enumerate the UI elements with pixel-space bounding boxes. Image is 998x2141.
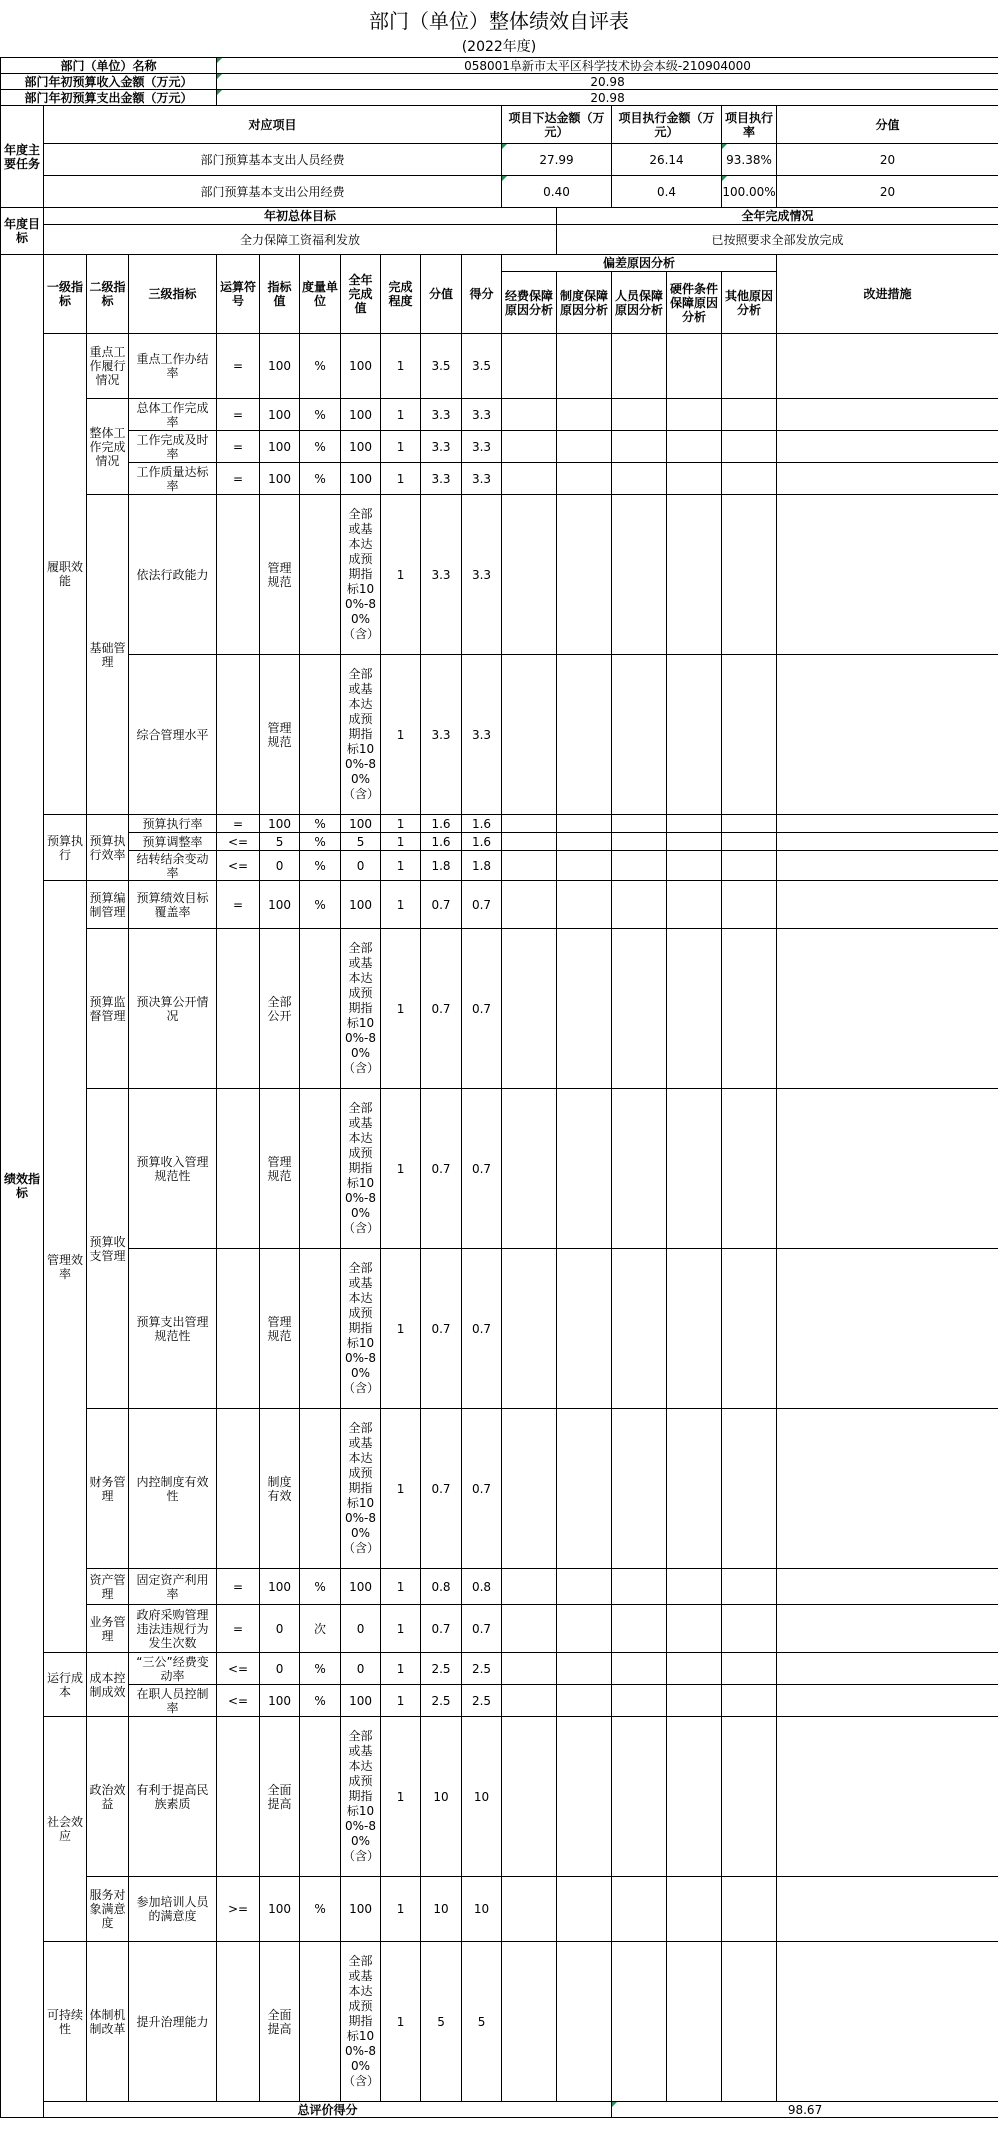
level3-cell: 在职人员控制率 [129,1685,217,1717]
level2-cell: 业务管理 [87,1605,129,1653]
target-cell: 0 [260,851,300,881]
header-level3: 三级指标 [129,255,217,334]
got-cell: 0.8 [462,1569,502,1605]
unit-cell: % [300,881,341,929]
degree-cell: 1 [381,399,421,431]
operator-cell [217,1249,260,1409]
tasks-header-executed: 项目执行金额（万元） [612,106,722,144]
year-value-cell: 5 [341,833,381,851]
level3-cell: 预算支出管理规范性 [129,1249,217,1409]
header-level1: 一级指标 [44,255,87,334]
tasks-header-issued: 项目下达金额（万元） [502,106,612,144]
score-cell: 0.7 [421,1249,462,1409]
page-subtitle: (2022年度) [461,39,537,55]
header-operator: 运算符号 [217,255,260,334]
score-cell: 3.3 [421,655,462,815]
got-cell: 3.5 [462,334,502,399]
got-cell: 3.3 [462,495,502,655]
score-cell: 0.7 [421,1089,462,1249]
task-project: 部门预算基本支出公用经费 [44,176,502,208]
target-cell: 5 [260,833,300,851]
level3-cell: 政府采购管理违法违规行为发生次数 [129,1605,217,1653]
operator-cell: = [217,1569,260,1605]
degree-cell: 1 [381,1942,421,2102]
goals-complete-value: 已按照要求全部发放完成 [557,225,998,255]
score-cell: 0.7 [421,929,462,1089]
operator-cell [217,929,260,1089]
unit-cell: % [300,1877,341,1942]
header-degree: 完成程度 [381,255,421,334]
degree-cell: 1 [381,431,421,463]
target-cell: 制度有效 [260,1409,300,1569]
goals-complete-header: 全年完成情况 [557,208,998,225]
table-row [1,929,998,1089]
tasks-side-label: 年度主要任务 [1,106,44,208]
table-row [1,1249,998,1409]
goals-initial-value: 全力保障工资福利发放 [44,225,557,255]
income-value: 20.98 [217,74,998,90]
year-value-cell: 0 [341,851,381,881]
year-value-cell: 0 [341,1653,381,1685]
header-dev-hardware: 硬件条件保障原因分析 [667,272,722,334]
level3-cell: 工作完成及时率 [129,431,217,463]
year-value-cell: 100 [341,1569,381,1605]
level3-cell: 总体工作完成率 [129,399,217,431]
unit-cell [300,1249,341,1409]
target-cell: 100 [260,815,300,833]
table-row [1,851,998,881]
score-cell: 3.3 [421,399,462,431]
level2-cell: 财务管理 [87,1409,129,1569]
got-cell: 3.3 [462,399,502,431]
level2-cell: 政治效益 [87,1717,129,1877]
level3-cell: 预算调整率 [129,833,217,851]
goals-initial-header: 年初总体目标 [44,208,557,225]
operator-cell: = [217,334,260,399]
degree-cell: 1 [381,881,421,929]
level3-cell: 预决算公开情况 [129,929,217,1089]
degree-cell: 1 [381,1089,421,1249]
level2-cell: 资产管理 [87,1569,129,1605]
target-cell: 全面提高 [260,1942,300,2102]
got-cell: 0.7 [462,1605,502,1653]
unit-cell: % [300,431,341,463]
operator-cell: <= [217,1685,260,1717]
operator-cell [217,1089,260,1249]
score-cell: 3.3 [421,463,462,495]
degree-cell: 1 [381,1685,421,1717]
level3-cell: 预算绩效目标覆盖率 [129,881,217,929]
task-score: 20 [777,176,998,208]
target-cell: 全部公开 [260,929,300,1089]
table-row [1,1605,998,1653]
unit-name-label: 部门（单位）名称 [1,58,217,74]
operator-cell [217,1409,260,1569]
degree-cell: 1 [381,655,421,815]
operator-cell [217,1942,260,2102]
unit-cell [300,1409,341,1569]
year-value-cell: 全部或基本达成预期指标100%-80%（含） [341,1717,381,1877]
income-label: 部门年初预算收入金额（万元） [1,74,217,90]
header-dev-staff: 人员保障原因分析 [612,272,667,334]
operator-cell [217,655,260,815]
got-cell: 0.7 [462,1089,502,1249]
got-cell: 10 [462,1877,502,1942]
operator-cell: >= [217,1877,260,1942]
goals-side-label: 年度目标 [1,208,44,255]
target-cell: 100 [260,463,300,495]
year-value-cell: 0 [341,1605,381,1653]
got-cell: 10 [462,1717,502,1877]
target-cell: 100 [260,1569,300,1605]
operator-cell: = [217,881,260,929]
header-got: 得分 [462,255,502,334]
level2-cell: 整体工作完成情况 [87,399,129,495]
table-row [1,1569,998,1605]
header-deviation: 偏差原因分析 [502,255,777,272]
unit-cell [300,1942,341,2102]
got-cell: 0.7 [462,1409,502,1569]
table-row [1,881,998,929]
unit-cell: % [300,1569,341,1605]
table-row [1,495,998,655]
degree-cell: 1 [381,1653,421,1685]
operator-cell [217,1717,260,1877]
got-cell: 1.6 [462,833,502,851]
score-cell: 1.8 [421,851,462,881]
target-cell: 100 [260,431,300,463]
level2-cell: 预算编制管理 [87,881,129,929]
header-dev-other: 其他原因分析 [722,272,777,334]
unit-cell: 次 [300,1605,341,1653]
total-value: 98.67 [612,2102,998,2118]
got-cell: 0.7 [462,1249,502,1409]
year-value-cell: 全部或基本达成预期指标100%-80%（含） [341,1089,381,1249]
degree-cell: 1 [381,1569,421,1605]
score-cell: 2.5 [421,1653,462,1685]
evaluation-table [0,57,998,2118]
header-level2: 二级指标 [87,255,129,334]
year-value-cell: 全部或基本达成预期指标100%-80%（含） [341,1942,381,2102]
level3-cell: 有利于提高民族素质 [129,1717,217,1877]
unit-cell [300,1089,341,1249]
level2-cell: 服务对象满意度 [87,1877,129,1942]
level3-cell: 参加培训人员的满意度 [129,1877,217,1942]
got-cell: 1.6 [462,815,502,833]
target-cell: 100 [260,334,300,399]
score-cell: 5 [421,1942,462,2102]
task-rate: 100.00% [722,176,777,208]
degree-cell: 1 [381,929,421,1089]
total-label: 总评价得分 [44,2102,612,2118]
got-cell: 2.5 [462,1685,502,1717]
score-cell: 3.3 [421,495,462,655]
year-value-cell: 100 [341,815,381,833]
target-cell: 100 [260,881,300,929]
header-dev-funds: 经费保障原因分析 [502,272,557,334]
level3-cell: “三公”经费变动率 [129,1653,217,1685]
level1-cell: 可持续性 [44,1942,87,2102]
target-cell: 100 [260,1685,300,1717]
score-cell: 1.6 [421,815,462,833]
perf-side-label: 绩效指标 [1,255,44,2118]
header-target: 指标值 [260,255,300,334]
operator-cell: = [217,463,260,495]
score-cell: 10 [421,1877,462,1942]
unit-cell [300,1717,341,1877]
got-cell: 3.3 [462,655,502,815]
degree-cell: 1 [381,851,421,881]
year-value-cell: 全部或基本达成预期指标100%-80%（含） [341,1409,381,1569]
unit-cell [300,655,341,815]
operator-cell: <= [217,1653,260,1685]
level3-cell: 重点工作办结率 [129,334,217,399]
table-row [1,1089,998,1249]
table-row [1,1653,998,1685]
unit-name-value: 058001阜新市太平区科学技术协会本级-210904000 [217,58,998,74]
level2-cell: 重点工作履行情况 [87,334,129,399]
level1-cell: 管理效率 [44,881,87,1653]
level3-cell: 工作质量达标率 [129,463,217,495]
operator-cell: = [217,399,260,431]
got-cell: 1.8 [462,851,502,881]
year-value-cell: 全部或基本达成预期指标100%-80%（含） [341,1249,381,1409]
operator-cell: = [217,1605,260,1653]
header-dev-system: 制度保障原因分析 [557,272,612,334]
unit-cell: % [300,1685,341,1717]
level3-cell: 综合管理水平 [129,655,217,815]
table-row [1,1409,998,1569]
year-value-cell: 100 [341,1877,381,1942]
operator-cell: = [217,431,260,463]
level3-cell: 提升治理能力 [129,1942,217,2102]
degree-cell: 1 [381,1877,421,1942]
task-issued: 27.99 [502,144,612,176]
got-cell: 3.3 [462,431,502,463]
level1-cell: 预算执行 [44,815,87,881]
operator-cell: <= [217,833,260,851]
score-cell: 10 [421,1717,462,1877]
table-row [1,1942,998,2102]
table-row [1,399,998,431]
degree-cell: 1 [381,833,421,851]
level3-cell: 结转结余变动率 [129,851,217,881]
target-cell: 100 [260,399,300,431]
tasks-header-rate: 项目执行率 [722,106,777,144]
year-value-cell: 100 [341,463,381,495]
task-executed: 26.14 [612,144,722,176]
table-row [1,1685,998,1717]
operator-cell [217,495,260,655]
unit-cell: % [300,1653,341,1685]
unit-cell: % [300,463,341,495]
header-improve: 改进措施 [777,255,998,334]
year-value-cell: 全部或基本达成预期指标100%-80%（含） [341,495,381,655]
got-cell: 2.5 [462,1653,502,1685]
degree-cell: 1 [381,334,421,399]
unit-cell: % [300,334,341,399]
score-cell: 0.7 [421,881,462,929]
degree-cell: 1 [381,1249,421,1409]
table-row [1,176,998,208]
table-row [1,334,998,399]
score-cell: 0.7 [421,1605,462,1653]
level3-cell: 固定资产利用率 [129,1569,217,1605]
table-row [1,431,998,463]
tasks-header-score: 分值 [777,106,998,144]
level2-cell: 基础管理 [87,495,129,815]
header-score: 分值 [421,255,462,334]
level3-cell: 内控制度有效性 [129,1409,217,1569]
header-unit: 度量单位 [300,255,341,334]
target-cell: 0 [260,1653,300,1685]
table-row [1,463,998,495]
target-cell: 管理规范 [260,1249,300,1409]
level2-cell: 体制机制改革 [87,1942,129,2102]
degree-cell: 1 [381,1409,421,1569]
header-year-value: 全年完成值 [341,255,381,334]
unit-cell: % [300,399,341,431]
level3-cell: 依法行政能力 [129,495,217,655]
target-cell: 100 [260,1877,300,1942]
year-value-cell: 100 [341,334,381,399]
degree-cell: 1 [381,815,421,833]
page-title: 部门（单位）整体绩效自评表 [369,9,629,33]
unit-cell [300,929,341,1089]
score-cell: 2.5 [421,1685,462,1717]
year-value-cell: 100 [341,881,381,929]
level2-cell: 预算执行效率 [87,815,129,881]
got-cell: 3.3 [462,463,502,495]
got-cell: 5 [462,1942,502,2102]
score-cell: 3.3 [421,431,462,463]
year-value-cell: 全部或基本达成预期指标100%-80%（含） [341,929,381,1089]
unit-cell [300,495,341,655]
table-row [1,815,998,833]
year-value-cell: 100 [341,431,381,463]
total-row [1,2102,998,2118]
level1-cell: 运行成本 [44,1653,87,1717]
table-row [1,1717,998,1877]
score-cell: 0.7 [421,1409,462,1569]
score-cell: 1.6 [421,833,462,851]
got-cell: 0.7 [462,881,502,929]
degree-cell: 1 [381,1717,421,1877]
year-value-cell: 100 [341,1685,381,1717]
task-rate: 93.38% [722,144,777,176]
operator-cell: = [217,815,260,833]
table-row [1,833,998,851]
expense-value: 20.98 [217,90,998,106]
degree-cell: 1 [381,1605,421,1653]
target-cell: 0 [260,1605,300,1653]
target-cell: 管理规范 [260,655,300,815]
table-row [1,144,998,176]
table-row [1,655,998,815]
score-cell: 3.5 [421,334,462,399]
task-executed: 0.4 [612,176,722,208]
level3-cell: 预算执行率 [129,815,217,833]
level1-cell: 履职效能 [44,334,87,815]
level2-cell: 成本控制成效 [87,1653,129,1717]
degree-cell: 1 [381,463,421,495]
target-cell: 管理规范 [260,495,300,655]
expense-label: 部门年初预算支出金额（万元） [1,90,217,106]
task-issued: 0.40 [502,176,612,208]
year-value-cell: 100 [341,399,381,431]
level2-cell: 预算监督管理 [87,929,129,1089]
unit-cell: % [300,833,341,851]
level2-cell: 预算收支管理 [87,1089,129,1409]
task-score: 20 [777,144,998,176]
unit-cell: % [300,851,341,881]
tasks-header-project: 对应项目 [44,106,502,144]
year-value-cell: 全部或基本达成预期指标100%-80%（含） [341,655,381,815]
target-cell: 管理规范 [260,1089,300,1249]
score-cell: 0.8 [421,1569,462,1605]
got-cell: 0.7 [462,929,502,1089]
task-project: 部门预算基本支出人员经费 [44,144,502,176]
target-cell: 全面提高 [260,1717,300,1877]
table-row [1,1877,998,1942]
operator-cell: <= [217,851,260,881]
degree-cell: 1 [381,495,421,655]
level1-cell: 社会效应 [44,1717,87,1942]
level3-cell: 预算收入管理规范性 [129,1089,217,1249]
unit-cell: % [300,815,341,833]
